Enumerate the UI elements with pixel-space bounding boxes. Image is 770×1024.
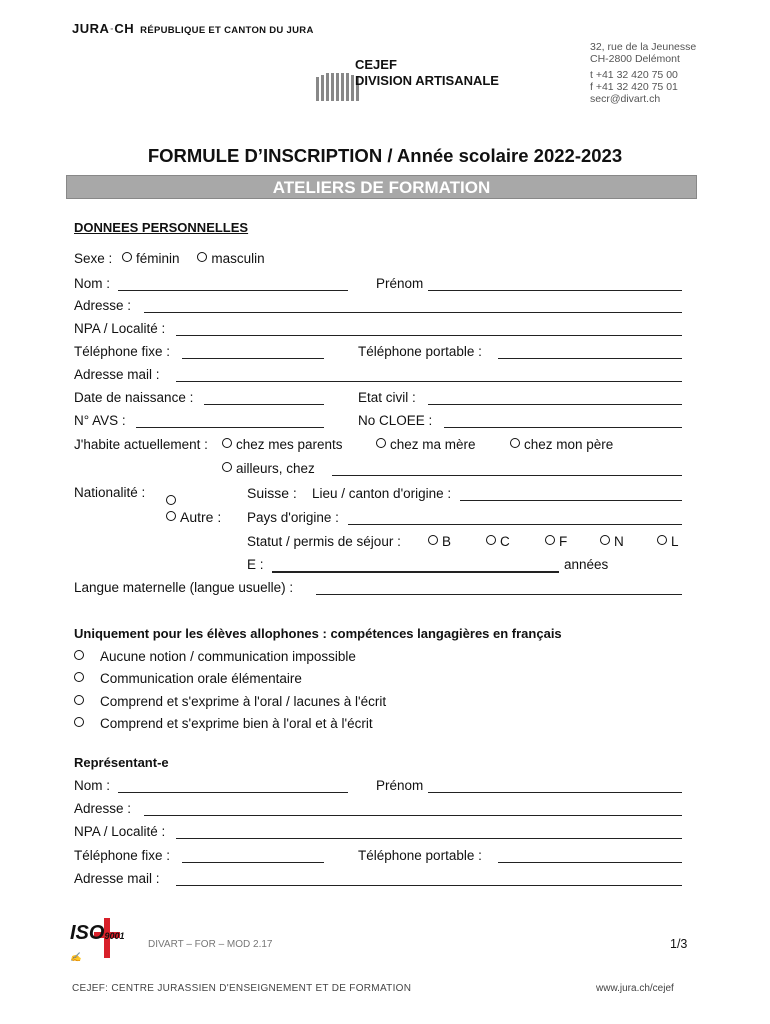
republique-text: RÉPUBLIQUE ET CANTON DU JURA xyxy=(140,25,314,36)
allophone-option xyxy=(74,716,373,731)
npa-field[interactable] xyxy=(176,335,682,336)
allophone-radio-2[interactable] xyxy=(74,695,84,705)
rep-prenom-label: Prénom xyxy=(376,778,424,793)
allophone-radio-3[interactable] xyxy=(74,717,84,727)
rep-tel-portable-label: Téléphone portable : xyxy=(358,848,482,863)
lieu-origine-field[interactable] xyxy=(460,500,682,501)
allophones-heading: Uniquement pour les élèves allophones : compétences langagières en français xyxy=(74,626,562,641)
pays-origine-field[interactable] xyxy=(348,524,682,525)
allophone-option xyxy=(74,671,302,686)
tel-portable-field[interactable] xyxy=(498,358,682,359)
pays-origine-label: Pays d'origine : xyxy=(247,510,339,525)
pere-radio[interactable] xyxy=(510,438,520,448)
avs-label: N° AVS : xyxy=(74,413,126,428)
address-line: 32, rue de la Jeunesse xyxy=(590,41,697,53)
langue-field[interactable] xyxy=(316,594,682,595)
autre-label: Autre : xyxy=(180,509,222,525)
permit-b-option xyxy=(428,534,451,549)
rep-prenom-field[interactable] xyxy=(428,792,682,793)
address-line: CH-2800 Delémont xyxy=(590,53,680,65)
etat-civil-label: Etat civil : xyxy=(358,390,416,405)
sexe-label: Sexe : xyxy=(74,251,113,266)
allophone-label: Comprend et s'exprime à l'oral / lacunes à l'écrit xyxy=(100,694,387,709)
langue-label: Langue maternelle (langue usuelle) : xyxy=(74,580,294,595)
habite-pere-option xyxy=(510,437,613,452)
parents-radio[interactable] xyxy=(222,438,232,448)
personal-data-heading: DONNEES PERSONNELLES xyxy=(74,220,249,235)
mail-label: Adresse mail : xyxy=(74,367,160,382)
allophone-radio-1[interactable] xyxy=(74,672,84,682)
nom-field[interactable] xyxy=(118,290,348,291)
habite-mere-option xyxy=(376,437,476,452)
section-banner: ATELIERS DE FORMATION xyxy=(66,175,697,199)
address-block xyxy=(590,41,696,105)
division-name: DIVISION ARTISANALE xyxy=(355,73,499,88)
footer-url[interactable]: www.jura.ch/cejef xyxy=(596,983,674,994)
tel-portable-label: Téléphone portable : xyxy=(358,344,482,359)
cejef-name: CEJEF xyxy=(355,57,397,72)
ailleurs-label: ailleurs, chez xyxy=(236,461,315,476)
statut-label: Statut / permis de séjour : xyxy=(247,534,401,549)
nationalite-label: Nationalité : xyxy=(74,485,146,500)
parents-label: chez mes parents xyxy=(236,437,343,452)
permit-f-label: F xyxy=(559,534,568,549)
footer-organization: CEJEF: CENTRE JURASSIEN D'ENSEIGNEMENT ET DE FORMATION xyxy=(72,983,412,994)
rep-adresse-label: Adresse : xyxy=(74,801,132,816)
allophone-label: Comprend et s'exprime bien à l'oral et à l'écrit xyxy=(100,716,373,731)
cloee-label: No CLOEE : xyxy=(358,413,433,428)
prenom-label: Prénom xyxy=(376,276,424,291)
representant-heading: Représentant-e xyxy=(74,755,169,770)
cloee-field[interactable] xyxy=(444,427,682,428)
mere-radio[interactable] xyxy=(376,438,386,448)
lieu-origine-label: Lieu / canton d'origine : xyxy=(312,486,452,501)
etat-civil-field[interactable] xyxy=(428,404,682,405)
permit-c-radio[interactable] xyxy=(486,535,496,545)
e-label: E : xyxy=(247,557,264,572)
rep-adresse-field[interactable] xyxy=(144,815,682,816)
pere-label: chez mon père xyxy=(524,437,614,452)
permit-l-radio[interactable] xyxy=(657,535,667,545)
permit-c-label: C xyxy=(500,534,510,549)
iso-logo xyxy=(70,922,124,945)
tel-fixe-field[interactable] xyxy=(182,358,324,359)
adresse-label: Adresse : xyxy=(74,298,132,313)
rep-tel-portable-field[interactable] xyxy=(498,862,682,863)
habite-ailleurs-option xyxy=(222,461,315,476)
iso-number: 9001 xyxy=(104,931,125,941)
suisse-label: Suisse : xyxy=(247,485,297,501)
naissance-label: Date de naissance : xyxy=(74,390,194,405)
adresse-field[interactable] xyxy=(144,312,682,313)
habite-parents-option xyxy=(222,437,343,452)
autre-option xyxy=(166,509,221,525)
jura-logo-text: JURA xyxy=(72,21,110,36)
masculin-label: masculin xyxy=(211,251,265,266)
rep-mail-field[interactable] xyxy=(176,885,682,886)
allophone-option xyxy=(74,694,386,709)
permit-b-radio[interactable] xyxy=(428,535,438,545)
npa-label: NPA / Localité : xyxy=(74,321,166,336)
ailleurs-radio[interactable] xyxy=(222,462,232,472)
annees-label: années xyxy=(564,557,609,572)
habite-label: J'habite actuellement : xyxy=(74,437,208,452)
prenom-field[interactable] xyxy=(428,290,682,291)
sexe-row xyxy=(74,251,265,266)
autre-radio[interactable] xyxy=(166,511,176,521)
mail-field[interactable] xyxy=(176,381,682,382)
rep-npa-field[interactable] xyxy=(176,838,682,839)
fax-line: f +41 32 420 75 01 xyxy=(590,81,678,93)
rep-nom-label: Nom : xyxy=(74,778,111,793)
ch-logo-text: CH xyxy=(114,21,135,36)
nom-label: Nom : xyxy=(74,276,111,291)
masculin-radio[interactable] xyxy=(197,252,207,262)
allophone-label: Aucune notion / communication impossible xyxy=(100,649,356,664)
email-line: secr@divart.ch xyxy=(590,93,661,105)
cejef-division-block xyxy=(355,57,499,89)
permit-f-option xyxy=(545,534,567,549)
phone-line: t +41 32 420 75 00 xyxy=(590,69,678,81)
rep-npa-label: NPA / Localité : xyxy=(74,824,166,839)
permit-b-label: B xyxy=(442,534,452,549)
rep-nom-field[interactable] xyxy=(118,792,348,793)
permit-f-radio[interactable] xyxy=(545,535,555,545)
document-reference: DIVART – FOR – MOD 2.17 xyxy=(148,939,273,950)
e-years-field[interactable] xyxy=(272,571,559,573)
rep-tel-fixe-field[interactable] xyxy=(182,862,324,863)
suisse-radio[interactable] xyxy=(166,495,176,505)
iso-text: ISO xyxy=(70,922,105,944)
allophone-label: Communication orale élémentaire xyxy=(100,671,302,686)
permit-n-radio[interactable] xyxy=(600,535,610,545)
tel-fixe-label: Téléphone fixe : xyxy=(74,344,171,359)
allophone-radio-0[interactable] xyxy=(74,650,84,660)
feminin-radio[interactable] xyxy=(122,252,132,262)
permit-l-label: L xyxy=(671,534,679,549)
permit-n-option xyxy=(600,534,624,549)
naissance-field[interactable] xyxy=(204,404,324,405)
page-number: 1/3 xyxy=(670,937,688,951)
rep-mail-label: Adresse mail : xyxy=(74,871,160,886)
cejef-logo-icon xyxy=(316,73,359,101)
allophone-option xyxy=(74,649,356,664)
form-title: FORMULE D’INSCRIPTION / Année scolaire 2022-2023 xyxy=(147,145,623,166)
jura-logo-separator: ▫ xyxy=(110,26,114,34)
ailleurs-field[interactable] xyxy=(332,475,682,476)
permit-l-option xyxy=(657,534,679,549)
permit-n-label: N xyxy=(614,534,624,549)
permit-c-option xyxy=(486,534,510,549)
feminin-label: féminin xyxy=(136,251,180,266)
canton-header xyxy=(72,21,314,36)
avs-field[interactable] xyxy=(136,427,324,428)
certification-signature-icon: ✍ xyxy=(70,952,82,962)
rep-tel-fixe-label: Téléphone fixe : xyxy=(74,848,171,863)
mere-label: chez ma mère xyxy=(390,437,476,452)
